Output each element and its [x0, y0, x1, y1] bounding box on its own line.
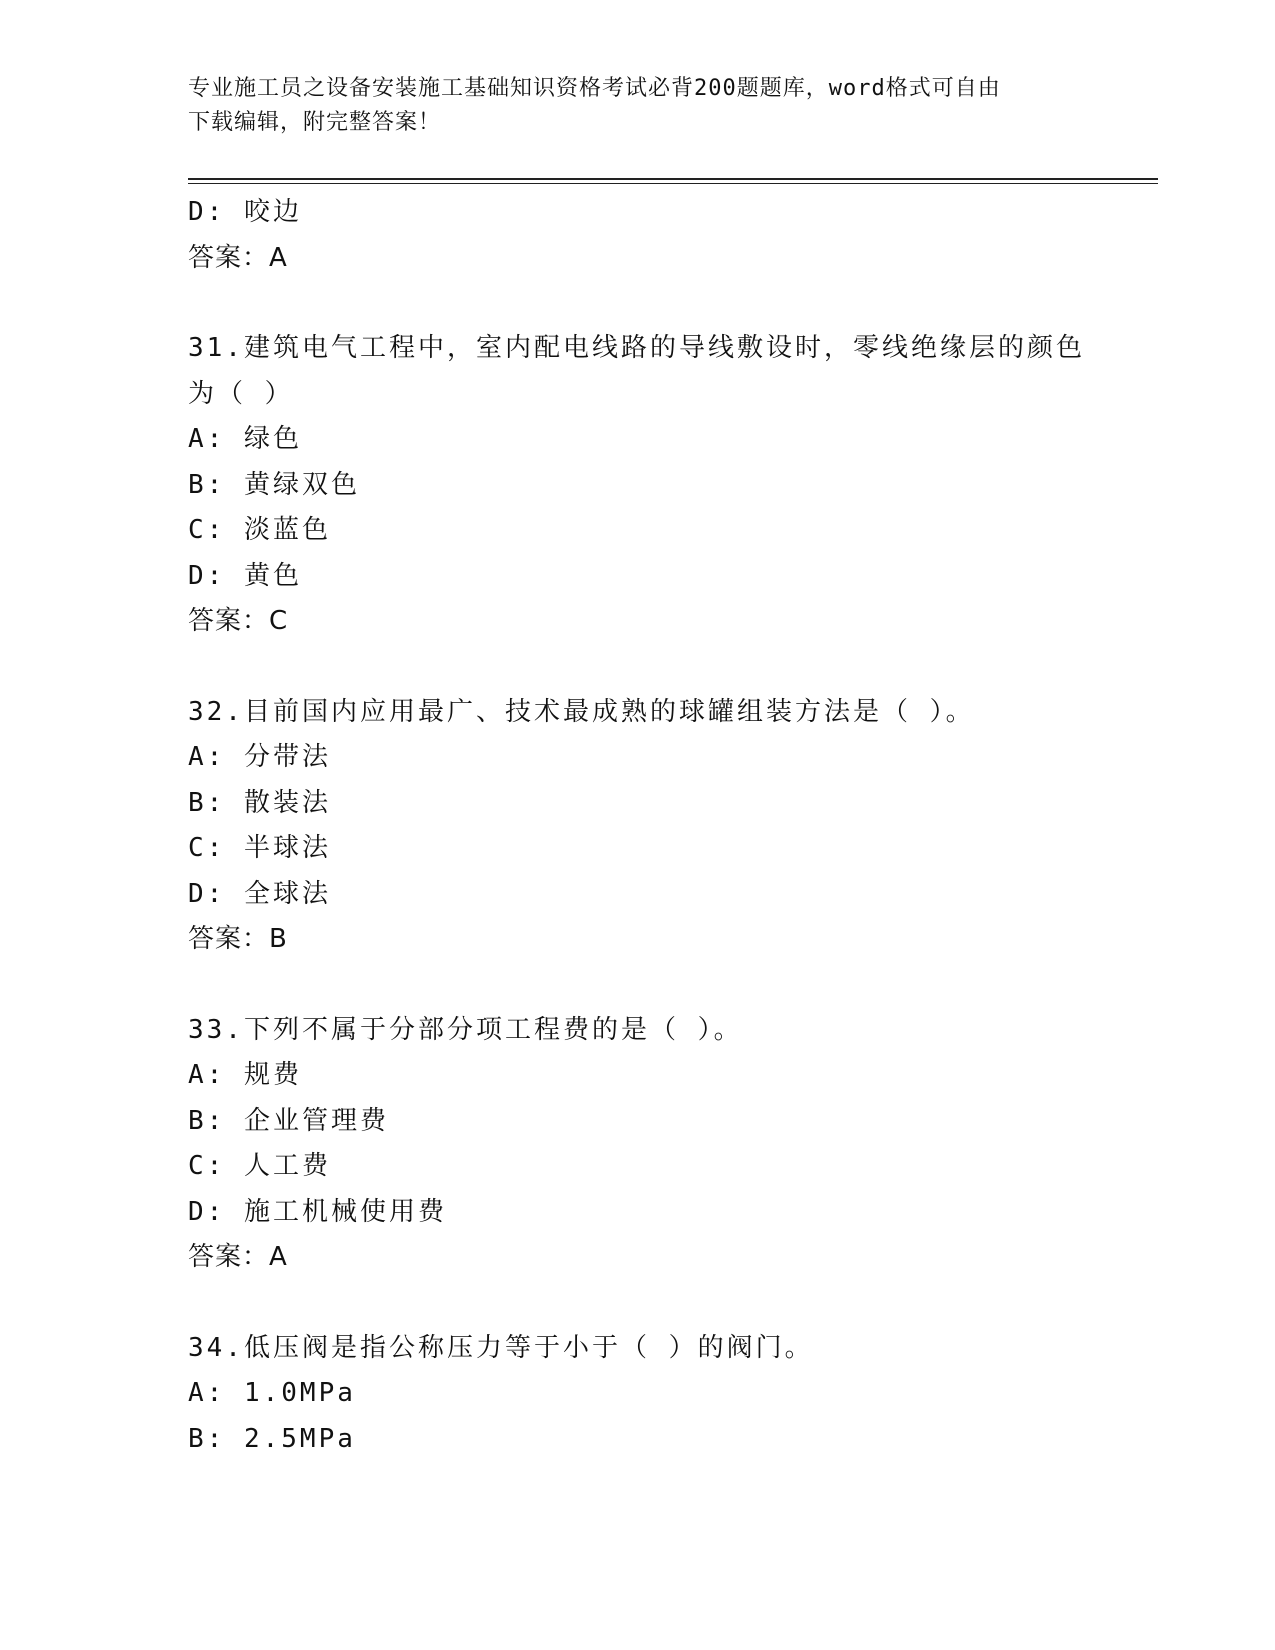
question-32: [188, 690, 1088, 963]
question-33-option-c: C: 人工费: [188, 1151, 331, 1181]
question-34-text: 34.低压阀是指公称压力等于小于（ ）的阀门。: [188, 1332, 814, 1363]
question-33: [188, 1008, 1088, 1281]
question-31-option-c: C: 淡蓝色: [188, 515, 331, 545]
question-31-answer: 答案：C: [188, 606, 289, 636]
document-header: [188, 72, 1078, 140]
spacer: [188, 281, 1088, 326]
question-31: [188, 326, 1088, 645]
question-34-option-b: B: 2.5MPa: [188, 1423, 356, 1454]
question-33-option-b: B: 企业管理费: [188, 1105, 389, 1136]
question-33-text: 33.下列不属于分部分项工程费的是（ ）。: [188, 1014, 743, 1045]
question-content: [188, 190, 1088, 1462]
spacer: [188, 963, 1088, 1008]
question-32-text: 32.目前国内应用最广、技术最成熟的球罐组装方法是（ ）。: [188, 696, 975, 727]
question-33-answer: 答案：A: [188, 1242, 288, 1272]
question-31-text-line-2: 为（ ）: [188, 378, 294, 409]
question-32-option-a: A: 分带法: [188, 742, 331, 772]
question-33-option-a: A: 规费: [188, 1060, 302, 1090]
question-32-answer: 答案：B: [188, 924, 288, 954]
previous-question-answer: 答案：A: [188, 242, 288, 273]
question-32-option-c: C: 半球法: [188, 833, 331, 863]
previous-question-option-d: D: 咬边: [188, 197, 302, 227]
question-31-option-b: B: 黄绿双色: [188, 469, 360, 500]
header-title-line-1: 专业施工员之设备安装施工基础知识资格考试必背200题题库，word格式可自由: [188, 76, 1001, 101]
question-31-text-line-1: 31.建筑电气工程中，室内配电线路的导线敷设时，零线绝缘层的颜色: [188, 333, 1085, 363]
question-32-option-d: D: 全球法: [188, 878, 331, 909]
question-32-option-b: B: 散装法: [188, 787, 331, 818]
spacer: [188, 645, 1088, 690]
question-34-option-a: A: 1.0MPa: [188, 1378, 356, 1408]
question-31-option-d: D: 黄色: [188, 560, 302, 591]
header-divider-top: [188, 178, 1158, 180]
spacer: [188, 1281, 1088, 1326]
question-33-option-d: D: 施工机械使用费: [188, 1196, 447, 1227]
header-title-line-2: 下载编辑，附完整答案！: [188, 110, 442, 135]
header-divider-bottom: [188, 183, 1158, 184]
question-34: [188, 1326, 1088, 1463]
question-31-option-a: A: 绿色: [188, 424, 302, 454]
